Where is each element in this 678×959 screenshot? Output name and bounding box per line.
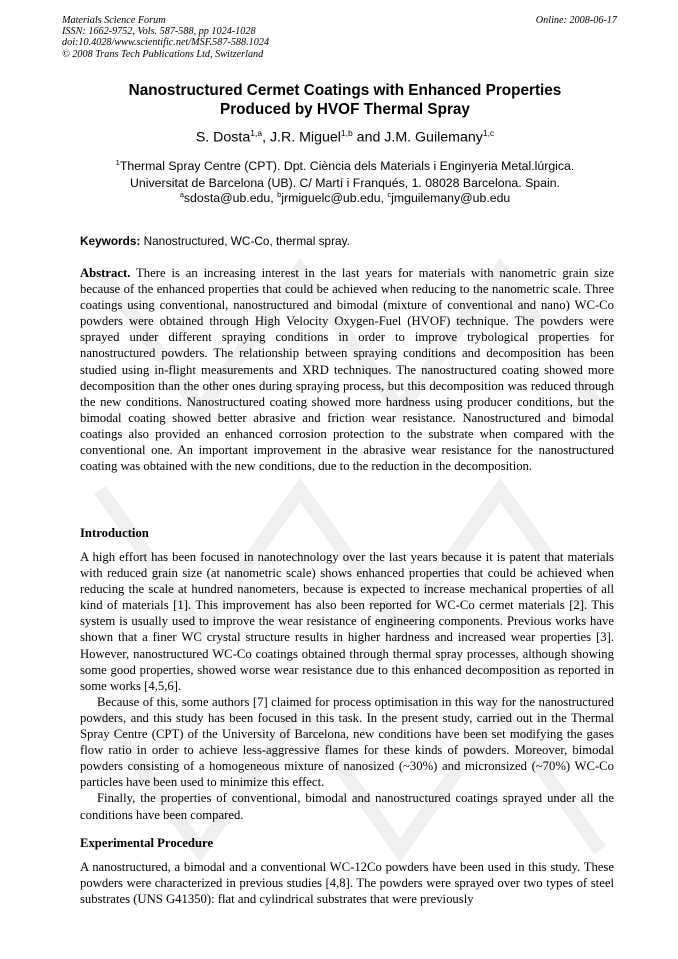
experimental-body bbox=[80, 859, 614, 907]
copyright-line: © 2008 Trans Tech Publications Ltd, Switzerland bbox=[62, 48, 264, 60]
journal-name: Materials Science Forum bbox=[62, 15, 166, 26]
author-1: S. Dosta bbox=[195, 129, 251, 146]
title-line-1: Nanostructured Cermet Coatings with Enhanced Properties bbox=[128, 82, 562, 99]
author-1-sup: 1,a bbox=[250, 128, 263, 138]
author-2: , J.R. Miguel bbox=[262, 129, 341, 146]
email-b: jrmiguelc@ub.edu, bbox=[281, 191, 388, 206]
affiliation-sup: 1 bbox=[115, 158, 120, 167]
introduction-body bbox=[80, 549, 614, 823]
introduction-heading: Introduction bbox=[80, 526, 149, 540]
author-3: and J.M. Guilemany bbox=[352, 129, 483, 146]
title-line-2: Produced by HVOF Thermal Spray bbox=[220, 100, 470, 118]
email-a: sdosta@ub.edu, bbox=[183, 191, 278, 206]
author-2-sup: 1,b bbox=[340, 128, 353, 138]
email-b-sup: b bbox=[277, 190, 282, 199]
author-3-sup: 1,c bbox=[482, 128, 495, 138]
keywords bbox=[80, 234, 615, 248]
journal-header bbox=[62, 15, 269, 60]
online-date: Online: 2008-06-17 bbox=[535, 15, 617, 26]
intro-paragraph-1: A high effort has been focused in nanotechnology over the last years because it is patent that materials with reduced grain size (at nanometric scale) shows enhanced properties that could be achieved when reducing the scale at hundred nanometers, because is expected to increase mechanical properties of all kind of materials [1]. This improvement has also been reported for WC-Co cermet materials [2]. This system is usually used to improve the wear resistance of engineering components. Previous works have shown that a finer WC crystal structure results in higher hardness and increased wear properties [3]. However, nanostructured WC-Co coatings obtained through thermal spray processes, although showing some good properties, showed worse wear resistance due to this enhanced decomposition as reported in some works [4,5,6]. bbox=[80, 550, 614, 693]
authors-line bbox=[80, 128, 610, 146]
keywords-text: Nanostructured, WC-Co, thermal spray. bbox=[140, 234, 350, 248]
abstract-text: There is an increasing interest in the last years for materials with nanometric grain size because of the enhanced properties that could be achieved when reducing to the nanometric scale. Three coatings using conventional, nanostructured and bimodal (mixture of conventional and nano) WC-Co powders were obtained through High Velocity Oxygen-Fuel (HVOF) technique. The powders were sprayed under different spraying conditions in order to improve trybological properties for nanostructured powders. The relationship between spraying conditions and decomposition has been studied using in-flight measurements and XRD techniques. The nanostructured coating showed more decomposition than the other ones during spraying process, but this decomposition was reduced through the new conditions. Nanostructured coating showed more hardness using producer conditions, but the bimodal coating showed better abrasive and friction wear resistance. Nanostructured and bimodal coatings also provided an enhanced corrosion protection to the substrate when compared with the conventional one. An important improvement in the abrasive wear resistance for the nanostructured coating was obtained with the new conditions, due to the reduction in the decomposition. bbox=[80, 266, 614, 474]
email-a-sup: a bbox=[179, 190, 184, 199]
doi-line: doi:10.4028/www.scientific.net/MSF.587-588.1024 bbox=[62, 37, 270, 49]
paper-title bbox=[80, 82, 610, 119]
abstract bbox=[80, 265, 614, 474]
intro-paragraph-2: Because of this, some authors [7] claimed for process optimisation in this way for the nanostructured powders, and this study has been focused in this task. In the present study, carried out in the Thermal Spray Centre (CPT) of the University of Barcelona, new conditions have been set modifying the gases flow ratio in order to achieve less-aggressive flames for these kinds of powders. Moreover, bimodal powders consisting of a homogeneous mixture of nanosized (~30%) and micronsized (~70%) WC-Co particles have been used to minimize this effect. bbox=[80, 694, 614, 790]
keywords-label: Keywords: bbox=[80, 234, 141, 248]
abstract-label: Abstract. bbox=[80, 266, 131, 280]
email-c-sup: c bbox=[387, 190, 392, 199]
intro-paragraph-3: Finally, the properties of conventional, bimodal and nanostructured coatings sprayed under all the conditions have been compared. bbox=[80, 791, 614, 822]
affiliation-text-1: Thermal Spray Centre (CPT). Dpt. Ciència dels Materials i Enginyeria Metal.lúrgica. bbox=[119, 159, 575, 174]
email-c: jmguilemany@ub.edu bbox=[391, 191, 511, 206]
affiliation bbox=[80, 154, 610, 192]
affiliation-line-2: Universitat de Barcelona (UB). C/ Martí i Franqués, 1. 08028 Barcelona. Spain. bbox=[130, 176, 560, 191]
emails-line bbox=[80, 190, 610, 205]
issn-line: ISSN: 1662-9752, Vols. 587-588, pp 1024-1028 bbox=[62, 26, 256, 38]
experimental-paragraph-1: A nanostructured, a bimodal and a conventional WC-12Co powders have been used in this study. These powders were characterized in previous studies [4,8]. The powders were sprayed over two types of steel substrates (UNS G41350): flat and cylindrical substrates that were previously bbox=[80, 860, 614, 907]
affiliation-line-1 bbox=[80, 154, 610, 175]
experimental-heading: Experimental Procedure bbox=[80, 836, 214, 850]
